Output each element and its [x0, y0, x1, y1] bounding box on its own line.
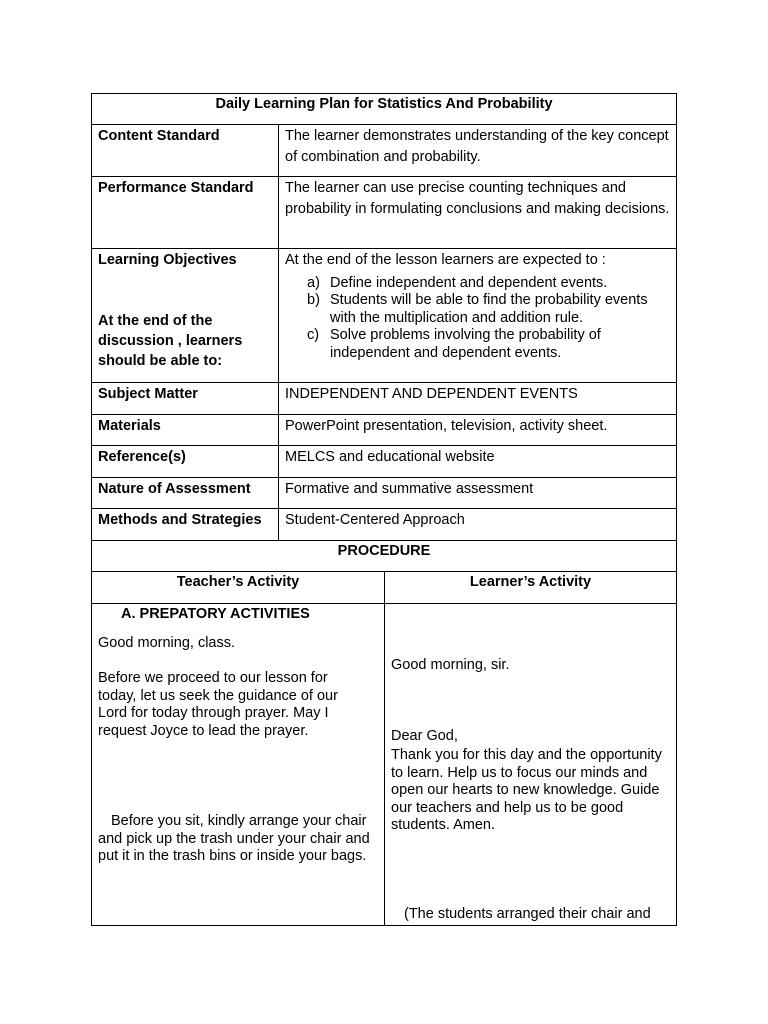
teacher-prayer-request: Before we proceed to our lesson for today, let us seek the guidance of our Lord for today through prayer. May I request Joyce to lead the prayer. — [98, 670, 338, 739]
references-row — [91, 446, 677, 478]
learning-objectives-sublabel: At the end of the discussion , learners should be able to: — [98, 313, 243, 369]
section-title: A. PREPATORY ACTIVITIES — [121, 606, 310, 622]
objective-item: a) Define independent and dependent events. — [307, 274, 608, 291]
subject-matter-label: Subject Matter — [92, 383, 279, 414]
assessment-row — [91, 478, 677, 509]
content-standard-label: Content Standard — [92, 125, 279, 176]
activity-header-row — [91, 572, 677, 604]
methods-value: Student-Centered Approach — [285, 512, 465, 528]
learner-activity-cell — [385, 604, 676, 925]
references-label: Reference(s) — [92, 446, 279, 477]
learning-objectives-cell — [92, 249, 279, 382]
subject-matter-row — [91, 383, 677, 415]
lesson-plan-table — [91, 93, 677, 926]
materials-row — [91, 415, 677, 446]
content-standard-row — [91, 125, 677, 177]
performance-standard-label: Performance Standard — [92, 177, 279, 248]
learner-greeting: Good morning, sir. — [391, 657, 510, 673]
teacher-arrange-instruction: Before you sit, kindly arrange your chair and pick up the trash under your chair and put it in the trash bins or inside your bags. — [98, 813, 370, 864]
procedure-heading: PROCEDURE — [91, 541, 677, 572]
materials-value: PowerPoint presentation, television, activity sheet. — [285, 418, 608, 434]
learner-activity-header: Learner’s Activity — [469, 574, 592, 590]
teacher-activity-cell — [92, 604, 385, 925]
methods-row — [91, 509, 677, 541]
learning-objectives-row — [91, 249, 677, 383]
objectives-intro: At the end of the lesson learners are expected to : — [285, 252, 606, 268]
learner-prayer-open: Dear God, — [391, 728, 458, 744]
teacher-greeting: Good morning, class. — [98, 635, 236, 651]
plan-title: Daily Learning Plan for Statistics And Probability — [91, 93, 677, 125]
references-value: MELCS and educational website — [285, 449, 495, 465]
objectives-list — [285, 275, 670, 363]
learning-objectives-label: Learning Objectives — [98, 252, 237, 268]
materials-label: Materials — [92, 415, 279, 445]
learner-arrange-response: (The students arranged their chair and — [404, 906, 651, 922]
content-standard-value: The learner demonstrates understanding of the key concept of combination and probability. — [285, 128, 669, 165]
assessment-value: Formative and summative assessment — [285, 481, 534, 497]
activity-content-row — [91, 604, 677, 926]
objective-item: b) Students will be able to find the probability events with the multiplication and addition rule. — [307, 292, 648, 326]
subject-matter-value: INDEPENDENT AND DEPENDENT EVENTS — [285, 386, 578, 402]
learner-prayer-body: Thank you for this day and the opportunity to learn. Help us to focus our minds and open our hearts to new knowledge. Guide our teachers and help us to be good students. Amen. — [391, 747, 662, 833]
methods-label: Methods and Strategies — [92, 509, 279, 540]
objective-item: c) Solve problems involving the probability of independent and dependent events. — [307, 327, 601, 361]
learning-objectives-content — [279, 249, 676, 363]
performance-standard-value: The learner can use precise counting techniques and probability in formulating conclusions and making decisions. — [285, 180, 670, 217]
teacher-activity-header: Teacher’s Activity — [92, 572, 385, 603]
performance-standard-row — [91, 177, 677, 249]
assessment-label: Nature of Assessment — [92, 478, 279, 508]
